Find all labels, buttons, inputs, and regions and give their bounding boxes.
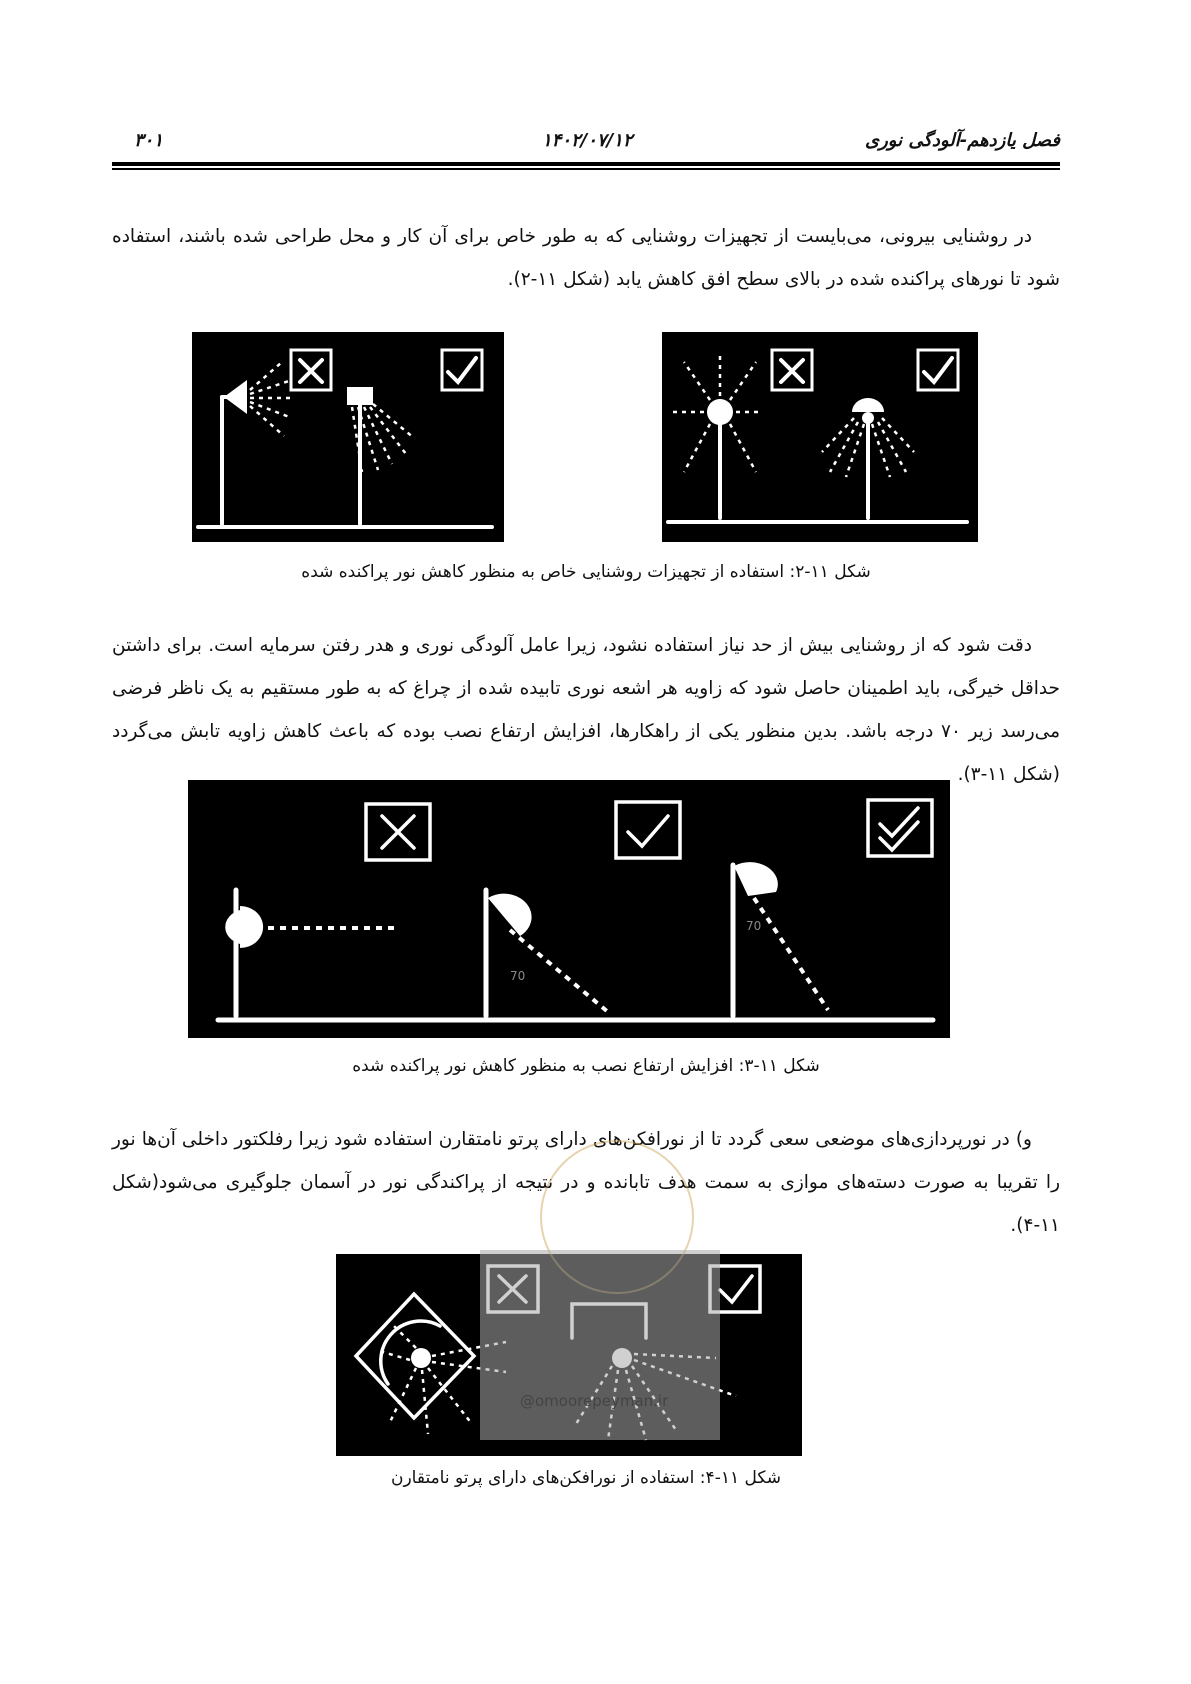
figure-11-2-left xyxy=(192,332,504,542)
figure-11-3 xyxy=(188,780,950,1038)
header-rule-thick xyxy=(112,162,1060,166)
header-rule-thin xyxy=(112,168,1060,170)
watermark-text: @omoorepeyman.ir xyxy=(520,1392,669,1410)
figure-11-2-right xyxy=(662,332,978,542)
angle-label-2: 70 xyxy=(746,919,762,933)
paragraph-3-text: و) در نورپردازی‌های موضعی سعی گردد تا از نورافکن‌های دارای پرتو نامتقارن استفاده شود زیرا رفلکتور داخلی آن‌ها نور را تقریبا به صورت دسته‌های موازی به سمت هدف تابانده و در نتیجه از پراکندگی نور در آسمان جلوگیری می‌شود(شکل ۱۱-۴). xyxy=(112,1129,1060,1236)
angle-label-1: 70 xyxy=(510,969,526,983)
header-date: ۱۴۰۲/۰۷/۱۲ xyxy=(542,130,633,151)
figure-11-2-caption: شکل ۱۱-۲: استفاده از تجهیزات روشنایی خاص به منظور کاهش نور پراکنده شده xyxy=(301,562,871,582)
chapter-title: فصل یازدهم-آلودگی نوری xyxy=(865,130,1060,151)
page-header xyxy=(112,130,1060,160)
paragraph-2-text: دقت شود که از روشنایی بیش از حد نیاز استفاده نشود، زیرا عامل آلودگی نوری و هدر رفتن سرمایه است. برای داشتن حداقل خیرگی، باید اطمینان حاصل شود که زاویه هر اشعه نوری تابیده شده از چراغ که به طور مستقیم به یک ناظر فرضی می‌رسد زیر ۷۰ درجه باشد. بدین منظور یکی از راهکارها، افزایش ارتفاع نصب بوده که باعث کاهش زاویه تابش می‌گردد (شکل ۱۱-۳). xyxy=(112,635,1060,785)
paragraph-2 xyxy=(112,624,1060,796)
page-number: ۳۰۱ xyxy=(134,130,164,151)
watermark-overlay xyxy=(480,1250,720,1440)
figure-11-3-caption: شکل ۱۱-۳: افزایش ارتفاع نصب به منظور کاهش نور پراکنده شده xyxy=(352,1056,820,1076)
paragraph-1-text: در روشنایی بیرونی، می‌بایست از تجهیزات روشنایی که به طور خاص برای آن کار و محل طراحی شده باشند، استفاده شود تا نورهای پراکنده شده در بالای سطح افق کاهش یابد (شکل ۱۱-۲). xyxy=(112,226,1060,290)
figure-11-4-caption: شکل ۱۱-۴: استفاده از نورافکن‌های دارای پرتو نامتقارن xyxy=(390,1468,782,1488)
paragraph-1 xyxy=(112,215,1060,301)
